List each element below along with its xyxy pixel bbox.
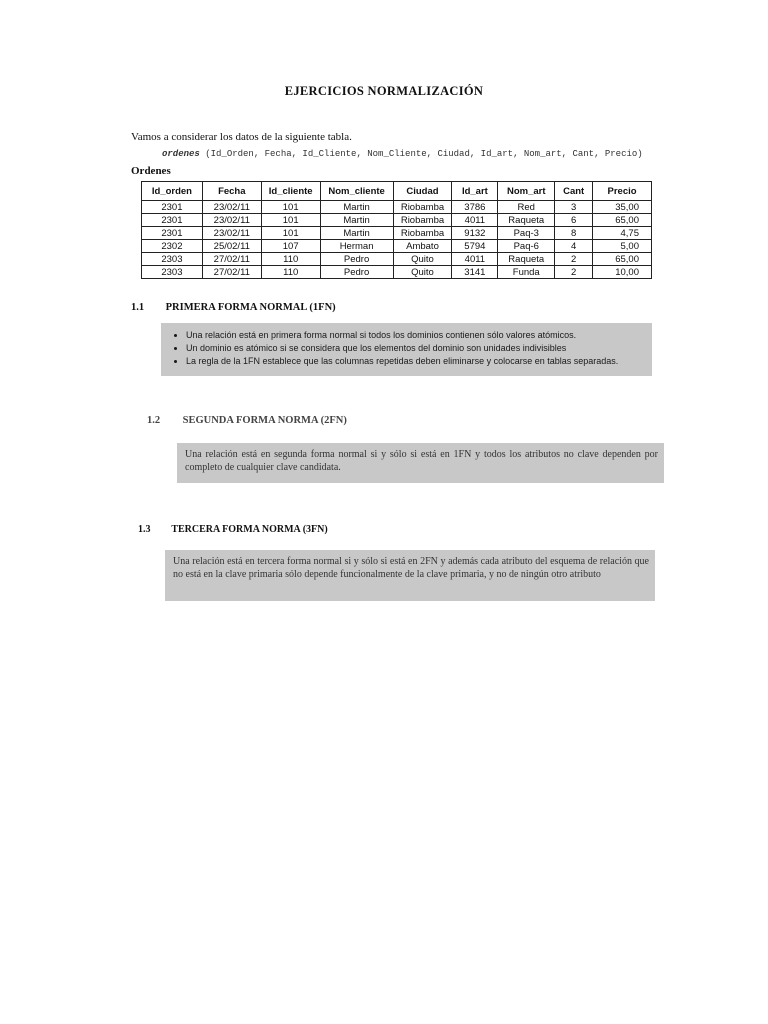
table-cell: Raqueta bbox=[498, 214, 555, 227]
definition-box-2fn bbox=[177, 443, 664, 483]
table-cell: 5794 bbox=[452, 240, 498, 253]
table-cell: 110 bbox=[261, 266, 320, 279]
section-title: PRIMERA FORMA NORMAL (1FN) bbox=[165, 302, 336, 313]
table-cell: 25/02/11 bbox=[202, 240, 261, 253]
table-row bbox=[142, 266, 652, 279]
table-header-row bbox=[142, 182, 652, 201]
list-item: • Una relación está en primera forma normal si todos los dominios contienen sólo valores atómicos. bbox=[186, 330, 652, 341]
section-number: 1.2 bbox=[147, 415, 161, 426]
table-cell: Raqueta bbox=[498, 253, 555, 266]
table-cell: 107 bbox=[261, 240, 320, 253]
column-header: Cant bbox=[555, 182, 593, 201]
table-cell: Funda bbox=[498, 266, 555, 279]
table-cell: 6 bbox=[555, 214, 593, 227]
table-cell: 2 bbox=[555, 266, 593, 279]
table-cell: 4011 bbox=[452, 253, 498, 266]
section-number: 1.1 bbox=[131, 302, 145, 313]
table-cell: Quito bbox=[393, 253, 452, 266]
table-cell: 2301 bbox=[142, 201, 203, 214]
table-cell: 4011 bbox=[452, 214, 498, 227]
table-cell: 101 bbox=[261, 201, 320, 214]
table-cell: Martin bbox=[320, 214, 393, 227]
table-cell: Riobamba bbox=[393, 201, 452, 214]
table-cell: 2301 bbox=[142, 214, 203, 227]
table-cell: 2302 bbox=[142, 240, 203, 253]
table-cell: 5,00 bbox=[593, 240, 652, 253]
table-cell: Paq-6 bbox=[498, 240, 555, 253]
table-row bbox=[142, 240, 652, 253]
table-row bbox=[142, 253, 652, 266]
table-cell: Paq-3 bbox=[498, 227, 555, 240]
table-cell: 8 bbox=[555, 227, 593, 240]
table-cell: 3 bbox=[555, 201, 593, 214]
column-header: Id_cliente bbox=[261, 182, 320, 201]
definition-box-3fn bbox=[165, 550, 655, 601]
ordenes-table bbox=[141, 181, 652, 279]
table-cell: 35,00 bbox=[593, 201, 652, 214]
table-cell: Martin bbox=[320, 201, 393, 214]
table-row bbox=[142, 201, 652, 214]
definition-box-1fn bbox=[161, 323, 652, 376]
relation-schema bbox=[162, 149, 643, 159]
table-cell: 27/02/11 bbox=[202, 266, 261, 279]
table-cell: Pedro bbox=[320, 266, 393, 279]
definition-text-3fn: Una relación está en tercera forma normal si y sólo si está en 2FN y además cada atributo del esquema de relación que no está en la clave primaria sólo depende funcionalmente de la clave primaria, y no de ningún otro atributo bbox=[173, 556, 649, 580]
definition-list-1fn bbox=[161, 323, 652, 367]
table-cell: Red bbox=[498, 201, 555, 214]
table-cell: Riobamba bbox=[393, 227, 452, 240]
table-cell: Riobamba bbox=[393, 214, 452, 227]
column-header: Nom_cliente bbox=[320, 182, 393, 201]
column-header: Id_orden bbox=[142, 182, 203, 201]
table-cell: 101 bbox=[261, 214, 320, 227]
column-header: Precio bbox=[593, 182, 652, 201]
table-cell: Herman bbox=[320, 240, 393, 253]
column-header: Nom_art bbox=[498, 182, 555, 201]
section-number: 1.3 bbox=[138, 524, 151, 535]
definition-text-2fn: Una relación está en segunda forma normal si y sólo si está en 1FN y todos los atributos no clave dependen por completo de cualquier clave candidata. bbox=[185, 449, 658, 473]
table-cell: 2303 bbox=[142, 266, 203, 279]
table-cell: Martin bbox=[320, 227, 393, 240]
table-cell: Ambato bbox=[393, 240, 452, 253]
table-cell: 3141 bbox=[452, 266, 498, 279]
list-item: • La regla de la 1FN establece que las columnas repetidas deben eliminarse y colocarse en tablas separadas. bbox=[186, 356, 652, 367]
table-row bbox=[142, 214, 652, 227]
intro-paragraph: Vamos a considerar los datos de la siguiente tabla. bbox=[131, 131, 352, 143]
table-cell: 4 bbox=[555, 240, 593, 253]
table-cell: 2303 bbox=[142, 253, 203, 266]
section-heading-1fn bbox=[131, 302, 336, 313]
table-cell: 10,00 bbox=[593, 266, 652, 279]
table-cell: Pedro bbox=[320, 253, 393, 266]
table-cell: Quito bbox=[393, 266, 452, 279]
table-cell: 27/02/11 bbox=[202, 253, 261, 266]
schema-relation-name: ordenes bbox=[162, 149, 200, 159]
table-cell: 110 bbox=[261, 253, 320, 266]
section-title: SEGUNDA FORMA NORMA (2FN) bbox=[182, 415, 347, 426]
table-cell: 2 bbox=[555, 253, 593, 266]
column-header: Ciudad bbox=[393, 182, 452, 201]
table-caption: Ordenes bbox=[131, 165, 171, 177]
table-cell: 23/02/11 bbox=[202, 201, 261, 214]
table-cell: 9132 bbox=[452, 227, 498, 240]
document-title: EJERCICIOS NORMALIZACIÓN bbox=[284, 84, 484, 98]
section-title: TERCERA FORMA NORMA (3FN) bbox=[171, 524, 328, 535]
table-cell: 65,00 bbox=[593, 214, 652, 227]
table-cell: 3786 bbox=[452, 201, 498, 214]
table-cell: 101 bbox=[261, 227, 320, 240]
table-cell: 2301 bbox=[142, 227, 203, 240]
table-cell: 65,00 bbox=[593, 253, 652, 266]
schema-attributes: (Id_Orden, Fecha, Id_Cliente, Nom_Cliente, Ciudad, Id_art, Nom_art, Cant, Precio) bbox=[205, 149, 643, 159]
column-header: Fecha bbox=[202, 182, 261, 201]
table-cell: 23/02/11 bbox=[202, 227, 261, 240]
section-heading-3fn bbox=[138, 524, 328, 535]
table-row bbox=[142, 227, 652, 240]
table-cell: 23/02/11 bbox=[202, 214, 261, 227]
table-cell: 4,75 bbox=[593, 227, 652, 240]
list-item: • Un dominio es atómico si se considera que los elementos del dominio son unidades indivisibles bbox=[186, 343, 652, 354]
column-header: Id_art bbox=[452, 182, 498, 201]
section-heading-2fn bbox=[147, 415, 347, 426]
